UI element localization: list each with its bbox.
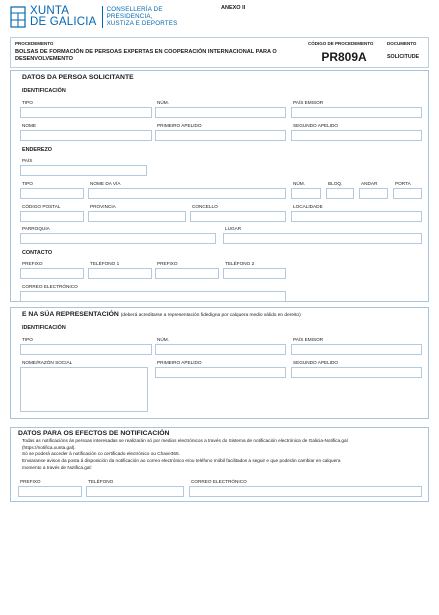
nome-field[interactable] bbox=[20, 130, 152, 141]
rep-primeiro-apelido-field[interactable] bbox=[155, 367, 286, 378]
representation-identification-heading: IDENTIFICACIÓN bbox=[22, 325, 66, 331]
representation-note: (deberá acreditarse a representación fidedigna por calquera medio válido en dereito) bbox=[120, 313, 301, 318]
nome-label: NOME bbox=[22, 123, 37, 128]
notif-prefixo-field[interactable] bbox=[18, 486, 82, 497]
rep-tipo-label: TIPO bbox=[22, 337, 33, 342]
prefixo1-label: PREFIXO bbox=[22, 261, 43, 266]
applicant-identification-heading: IDENTIFICACIÓN bbox=[22, 88, 66, 94]
applicant-title: DATOS DA PERSOA SOLICITANTE bbox=[22, 74, 134, 81]
porta-label: PORTA bbox=[395, 181, 411, 186]
concello-field[interactable] bbox=[190, 211, 286, 222]
bloq-field[interactable] bbox=[326, 188, 354, 199]
notification-line1: Todas as notificacións ás persoas interesadas se realizarán só por medios electrónicos a través do Sistema de notificación electrónica de Galicia-Notifica.gal bbox=[22, 438, 348, 443]
notification-line3: Só se poderá acceder á notificación co certificado electrónico ou Chave365. bbox=[22, 451, 180, 457]
num-field[interactable] bbox=[155, 107, 286, 118]
notif-email-field[interactable] bbox=[189, 486, 422, 497]
rep-pais-emisor-label: PAÍS EMISOR bbox=[293, 337, 324, 342]
tipo-via-label: TIPO bbox=[22, 181, 33, 186]
rep-segundo-apelido-field[interactable] bbox=[291, 367, 422, 378]
telefono2-label: TELÉFONO 2 bbox=[225, 261, 255, 266]
representation-title: E NA SÚA REPRESENTACIÓN bbox=[22, 311, 119, 318]
tipo-via-field[interactable] bbox=[20, 188, 84, 199]
email-label: CORREO ELECTRÓNICO bbox=[22, 284, 78, 289]
nome-via-label: NOME DA VÍA bbox=[90, 181, 121, 186]
notification-title: DATOS PARA OS EFECTOS DE NOTIFICACIÓN bbox=[18, 430, 170, 437]
concello-label: CONCELLO bbox=[192, 204, 218, 209]
andar-label: ANDAR bbox=[361, 181, 378, 186]
notif-telefono-label: TELÉFONO bbox=[88, 479, 114, 484]
pais-emisor-label: PAÍS EMISOR bbox=[293, 100, 324, 105]
telefono1-field[interactable] bbox=[88, 268, 152, 279]
representation-title-row bbox=[22, 311, 301, 318]
rep-num-field[interactable] bbox=[155, 344, 286, 355]
lugar-label: LUGAR bbox=[225, 226, 242, 231]
tipo-label: TIPO bbox=[22, 100, 33, 105]
rep-pais-emisor-field[interactable] bbox=[291, 344, 422, 355]
pais-emisor-field[interactable] bbox=[291, 107, 422, 118]
rep-segundo-apelido-label: SEGUNDO APELIDO bbox=[293, 360, 339, 365]
provincia-field[interactable] bbox=[88, 211, 186, 222]
telefono1-label: TELÉFONO 1 bbox=[90, 261, 120, 266]
bloq-label: BLOQ. bbox=[328, 181, 343, 186]
logo-name-line1: XUNTA bbox=[30, 5, 70, 17]
document-label: DOCUMENTO bbox=[387, 41, 417, 46]
segundo-apelido-field[interactable] bbox=[291, 130, 422, 141]
dept-line3: XUSTIZA E DEPORTES bbox=[106, 20, 178, 27]
logo-name-line2: DE GALICIA bbox=[30, 16, 97, 28]
procedure-box bbox=[10, 37, 429, 68]
notification-text bbox=[22, 438, 422, 472]
pais-label: PAÍS bbox=[22, 158, 33, 163]
andar-field[interactable] bbox=[359, 188, 388, 199]
address-heading: ENDEREZO bbox=[22, 147, 52, 153]
parroquia-field[interactable] bbox=[20, 233, 216, 244]
notification-line5: momento a través de Notifica.gal: bbox=[22, 464, 92, 470]
porta-field[interactable] bbox=[393, 188, 422, 199]
rep-nome-razon-label: NOME/RAZÓN SOCIAL bbox=[22, 360, 73, 365]
segundo-apelido-label: SEGUNDO APELIDO bbox=[293, 123, 339, 128]
rep-tipo-field[interactable] bbox=[20, 344, 152, 355]
logo-divider bbox=[102, 6, 103, 28]
procedure-code: PR809A bbox=[321, 50, 367, 64]
prefixo2-field[interactable] bbox=[155, 268, 219, 279]
applicant-section bbox=[10, 70, 429, 302]
notification-section bbox=[10, 427, 429, 502]
document-type: SOLICITUDE bbox=[387, 54, 420, 60]
telefono2-field[interactable] bbox=[223, 268, 286, 279]
pais-field[interactable] bbox=[20, 165, 147, 176]
codigo-postal-field[interactable] bbox=[20, 211, 84, 222]
notif-prefixo-label: PREFIXO bbox=[20, 479, 41, 484]
dept-line2: PRESIDENCIA, bbox=[106, 13, 153, 20]
rep-num-label: NÚM. bbox=[157, 337, 169, 342]
notif-email-label: CORREO ELECTRÓNICO bbox=[191, 479, 247, 484]
notification-line4: Enviaranse avisos da posta á disposición da notificación ao correo electrónico e/ou teléfono móbil facilitados a seguir e que poderán cambiar en calquera bbox=[22, 458, 341, 464]
xunta-logo bbox=[10, 6, 177, 28]
codigo-postal-label: CÓDIGO POSTAL bbox=[22, 204, 61, 209]
primeiro-apelido-label: PRIMEIRO APELIDO bbox=[157, 123, 202, 128]
parroquia-label: PARROQUIA bbox=[22, 226, 50, 231]
procedure-label: PROCEDEMENTO bbox=[15, 41, 54, 46]
rep-nome-razon-field[interactable] bbox=[20, 367, 148, 412]
contact-heading: CONTACTO bbox=[22, 250, 53, 256]
nome-via-field[interactable] bbox=[88, 188, 286, 199]
prefixo2-label: PREFIXO bbox=[157, 261, 178, 266]
primeiro-apelido-field[interactable] bbox=[155, 130, 286, 141]
procedure-title: BOLSAS DE FORMACIÓN DE PERSOAS EXPERTAS EN COOPERACIÓN INTERNACIONAL PARA O DESENVOLVEMENTO bbox=[15, 49, 277, 62]
email-field[interactable] bbox=[20, 291, 286, 302]
annex-label: ANEXO II bbox=[221, 5, 246, 11]
rep-primeiro-apelido-label: PRIMEIRO APELIDO bbox=[157, 360, 202, 365]
procedure-code-label: CÓDIGO DE PROCEDEMENTO bbox=[308, 41, 374, 46]
provincia-label: PROVINCIA bbox=[90, 204, 116, 209]
localidade-field[interactable] bbox=[291, 211, 422, 222]
prefixo1-field[interactable] bbox=[20, 268, 84, 279]
notification-line2: (https://notifica.xunta.gal). bbox=[22, 444, 76, 450]
xunta-emblem-icon bbox=[10, 6, 26, 28]
representation-section bbox=[10, 307, 429, 419]
localidade-label: LOCALIDADE bbox=[293, 204, 323, 209]
num-via-label: NÚM. bbox=[293, 181, 305, 186]
num-via-field[interactable] bbox=[291, 188, 321, 199]
notif-telefono-field[interactable] bbox=[86, 486, 184, 497]
tipo-field[interactable] bbox=[20, 107, 152, 118]
lugar-field[interactable] bbox=[223, 233, 422, 244]
dept-line1: CONSELLERÍA DE bbox=[106, 6, 163, 13]
num-label: NÚM. bbox=[157, 100, 169, 105]
